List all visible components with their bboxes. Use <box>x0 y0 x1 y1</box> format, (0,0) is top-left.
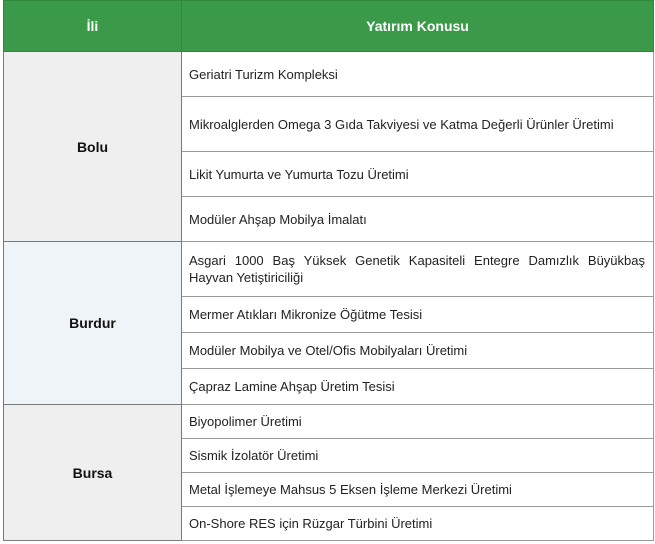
header-province: İli <box>4 1 182 52</box>
group-burdur <box>4 242 654 405</box>
table-row <box>4 405 654 439</box>
header-topic: Yatırım Konusu <box>182 1 654 52</box>
table-header <box>4 1 654 52</box>
topic-cell: Mermer Atıkları Mikronize Öğütme Tesisi <box>182 297 654 333</box>
province-cell: Burdur <box>4 242 182 405</box>
topic-cell: Geriatri Turizm Kompleksi <box>182 52 654 97</box>
topic-cell: Modüler Mobilya ve Otel/Ofis Mobilyaları Üretimi <box>182 333 654 369</box>
topic-cell: Modüler Ahşap Mobilya İmalatı <box>182 197 654 242</box>
topic-cell: Metal İşlemeye Mahsus 5 Eksen İşleme Merkezi Üretimi <box>182 473 654 507</box>
topic-cell: Mikroalglerden Omega 3 Gıda Takviyesi ve Katma Değerli Ürünler Üretimi <box>182 97 654 152</box>
topic-cell: Asgari 1000 Baş Yüksek Genetik Kapasiteli Entegre Damızlık Büyükbaş Hayvan Yetiştiriciliği <box>182 242 654 297</box>
group-bursa <box>4 405 654 541</box>
topic-cell: Sismik İzolatör Üretimi <box>182 439 654 473</box>
investment-table <box>3 0 654 541</box>
province-cell: Bursa <box>4 405 182 541</box>
topic-cell: Likit Yumurta ve Yumurta Tozu Üretimi <box>182 152 654 197</box>
topic-cell: Biyopolimer Üretimi <box>182 405 654 439</box>
topic-cell: Çapraz Lamine Ahşap Üretim Tesisi <box>182 369 654 405</box>
group-bolu <box>4 52 654 242</box>
table-row <box>4 52 654 97</box>
topic-cell: On-Shore RES için Rüzgar Türbini Üretimi <box>182 507 654 541</box>
province-cell: Bolu <box>4 52 182 242</box>
table-row <box>4 242 654 297</box>
